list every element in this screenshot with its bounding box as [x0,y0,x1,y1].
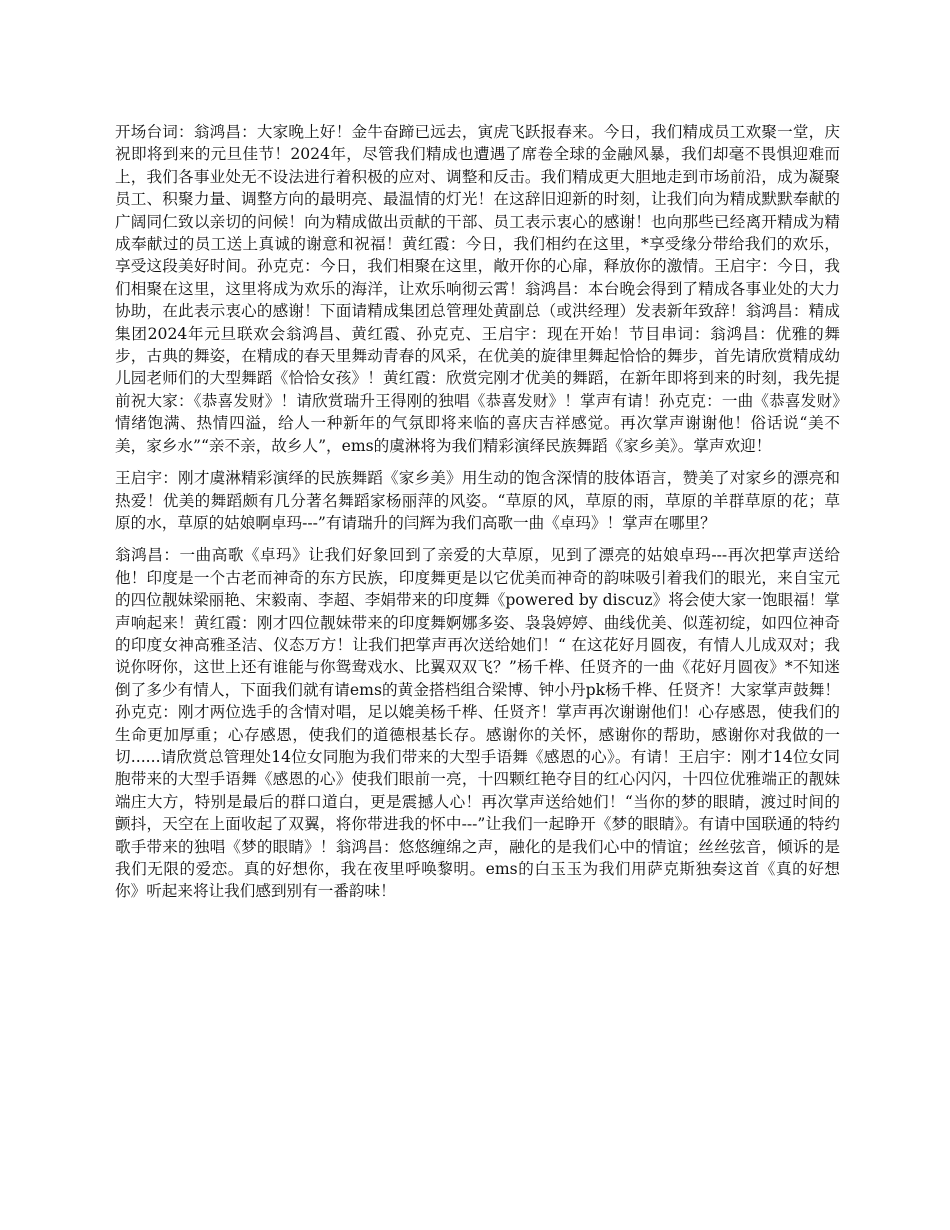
document-page [115,121,840,913]
paragraph-opening-remarks: 开场台词：翁鸿昌：大家晚上好！金牛奋蹄已远去，寅虎飞跃报春来。今日，我们精成员工欢聚一堂，庆祝即将到来的元旦佳节！2024年，尽管我们精成也遭遇了席卷全球的金融风暴，我们却毫不畏惧迎难而上，我们各事业处无不设法进行着积极的应对、调整和反击。我们精成更大胆地走到市场前沿，成为凝聚员工、积聚力量、调整方向的最明亮、最温情的灯光！在这辞旧迎新的时刻，让我们向为精成默默奉献的广阔同仁致以亲切的问候！向为精成做出贡献的干部、员工表示衷心的感谢！也向那些已经离开精成为精成奉献过的员工送上真诚的谢意和祝福！黄红霞：今日，我们相约在这里，*享受缘分带给我们的欢乐，享受这段美好时间。孙克克：今日，我们相聚在这里，敞开你的心扉，释放你的激情。王启宇：今日，我们相聚在这里，这里将成为欢乐的海洋，让欢乐响彻云霄！翁鸿昌：本台晚会得到了精成各事业处的大力协助，在此表示衷心的感谢！下面请精成集团总管理处黄副总（或洪经理）发表新年致辞！翁鸿昌：精成集团2024年元旦联欢会翁鸿昌、黄红霞、孙克克、王启宇：现在开始！节目串词：翁鸿昌：优雅的舞步，古典的舞姿，在精成的春天里舞动青春的风采，在优美的旋律里舞起恰恰的舞步，首先请欣赏精成幼儿园老师们的大型舞蹈《恰恰女孩》！黄红霞：欣赏完刚才优美的舞蹈，在新年即将到来的时刻，我先提前祝大家：《恭喜发财》！请欣赏瑞升王得刚的独唱《恭喜发财》！掌声有请！孙克克：一曲《恭喜发财》情绪饱满、热情四溢，给人一种新年的气氛即将来临的喜庆吉祥感觉。再次掌声谢谢他！俗话说“美不美，家乡水”“亲不亲，故乡人”，ems的虞淋将为我们精彩演绎民族舞蹈《家乡美》。掌声欢迎！ [115,123,840,455]
paragraph-wang-qiyu: 王启宇：刚才虞淋精彩演绎的民族舞蹈《家乡美》用生动的饱含深情的肢体语言，赞美了对家乡的漂亮和热爱！优美的舞蹈颇有几分著名舞蹈家杨丽萍的风姿。“草原的风，草原的雨，草原的羊群草原的花；草原的水，草原的姑娘啊卓玛---”有请瑞升的闫辉为我们高歌一曲《卓玛》！掌声在哪里？ [115,469,840,532]
paragraph-weng-hongchang: 翁鸿昌：一曲高歌《卓玛》让我们好象回到了亲爱的大草原，见到了漂亮的姑娘卓玛---再次把掌声送给他！印度是一个古老而神奇的东方民族，印度舞更是以它优美而神奇的韵味吸引着我们的眼光，来自宝元的四位靓妹梁丽艳、宋毅南、李超、李娟带来的印度舞《powered by discuz》将会使大家一饱眼福！掌声响起来！黄红霞：刚才四位靓妹带来的印度舞婀娜多姿、袅袅婷婷、曲线优美、似莲初绽，如四位神奇的印度女神高雅圣洁、仪态万方！让我们把掌声再次送给她们！“ 在这花好月圆夜，有情人儿成双对；我说你呀你，这世上还有谁能与你鸳鸯戏水、比翼双双飞？”杨千桦、任贤齐的一曲《花好月圆夜》*不知迷倒了多少有情人，下面我们就有请ems的黄金搭档组合梁博、钟小丹pk杨千桦、任贤齐！大家掌声鼓舞！孙克克：刚才两位选手的含情对唱，足以媲美杨千桦、任贤齐！掌声再次谢谢他们！心存感恩，使我们的生命更加厚重；心存感恩，使我们的道德根基长存。感谢你的关怀，感谢你的帮助，感谢你对我做的一切......请欣赏总管理处14位女同胞为我们带来的大型手语舞《感恩的心》。有请！王启宇：刚才14位女同胞带来的大型手语舞《感恩的心》使我们眼前一亮，十四颗红艳夺目的红心闪闪，十四位优雅端正的靓妹端庄大方，特别是最后的群口道白，更是震撼人心！再次掌声送给她们！“当你的梦的眼睛，渡过时间的颤抖，天空在上面收起了双翼，将你带进我的怀中---”让我们一起睁开《梦的眼睛》。有请中国联通的特约歌手带来的独唱《梦的眼睛》！翁鸿昌：悠悠缠绵之声，融化的是我们心中的情谊；丝丝弦音，倾诉的是我们无限的爱恋。真的好想你，我在夜里呼唤黎明。ems的白玉玉为我们用萨克斯独奏这首《真的好想你》听起来将让我们感到别有一番韵味！ [115,546,840,901]
